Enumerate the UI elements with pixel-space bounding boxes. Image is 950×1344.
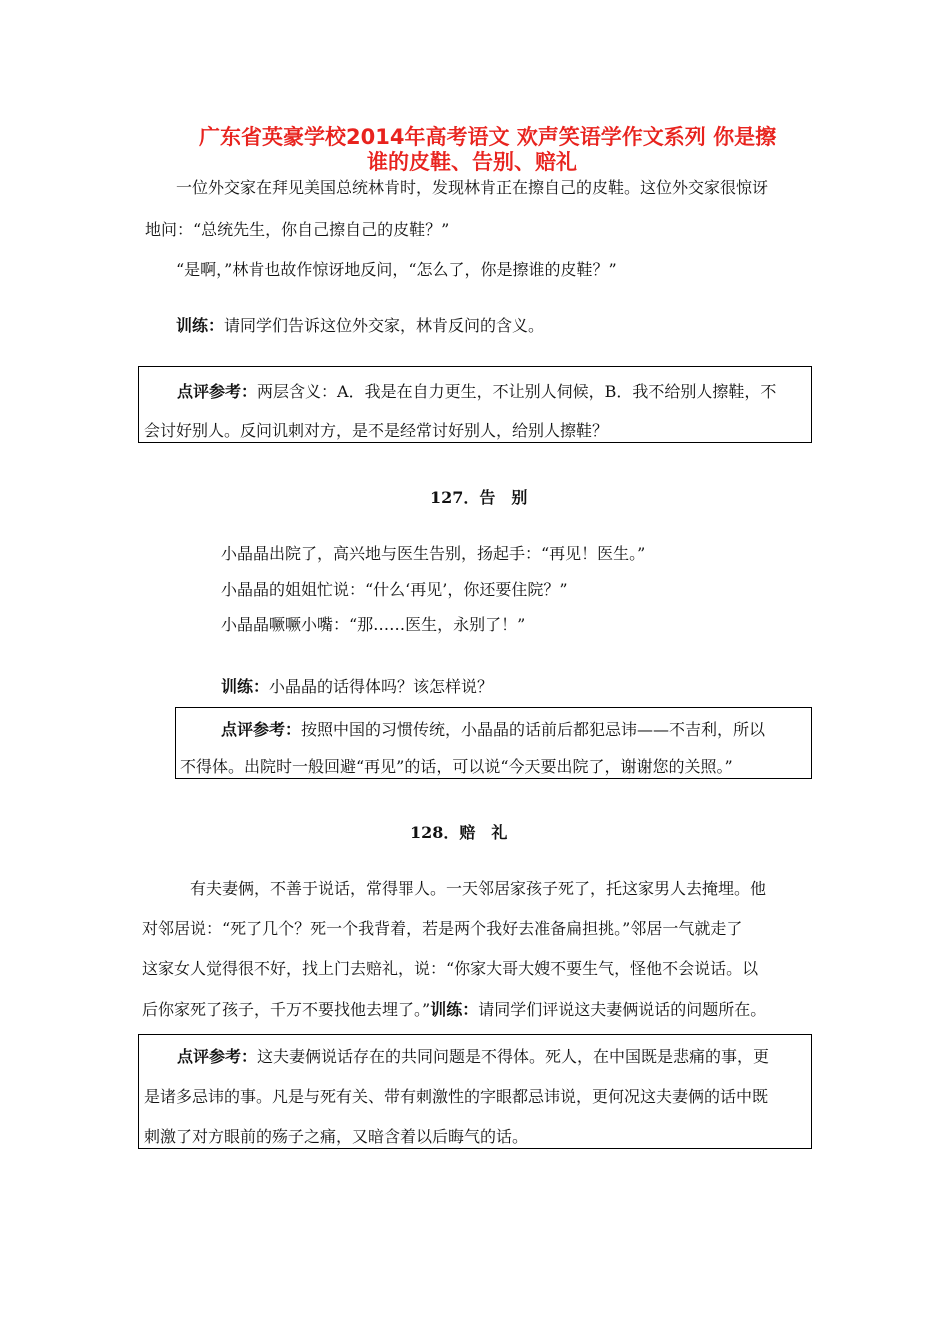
training-text: 小晶晶的话得体吗？该怎样说？ xyxy=(269,677,494,696)
review-text: 按照中国的习惯传统，小晶晶的话前后都犯忌讳——不吉利，所以 xyxy=(301,720,766,739)
section-heading: 128．赔 礼 xyxy=(410,823,508,842)
paragraph-line: 对邻居说：“死了几个？死一个我背着，若是两个我好去准备扁担挑。”邻居一气就走了 xyxy=(142,919,743,938)
paragraph-line: 小晶晶噘噘小嘴：“那……医生，永别了！” xyxy=(221,615,526,634)
review-line: 不得体。出院时一般回避“再见”的话，可以说“今天要出院了，谢谢您的关照。” xyxy=(180,757,733,776)
training-label: 训练： xyxy=(176,316,225,335)
training-text: 请同学们告诉这位外交家，林肯反问的含义。 xyxy=(224,316,545,335)
paragraph-line: “是啊，”林肯也故作惊讶地反问，“怎么了，你是擦谁的皮鞋？” xyxy=(176,260,617,279)
paragraph-line xyxy=(142,1000,766,1020)
training-text: 请同学们评说这夫妻俩说话的问题所在。 xyxy=(478,1000,767,1019)
review-label: 点评参考： xyxy=(177,1047,258,1066)
review-text: 这夫妻俩说话存在的共同问题是不得体。死人，在中国既是悲痛的事，更 xyxy=(257,1047,770,1066)
review-box xyxy=(175,707,812,779)
paragraph-text: 后你家死了孩子，千万不要找他去埋了。” xyxy=(142,1000,431,1019)
paragraph-line: 一位外交家在拜见美国总统林肯时，发现林肯正在擦自己的皮鞋。这位外交家很惊讶 xyxy=(176,178,769,197)
review-line: 是诸多忌讳的事。凡是与死有关、带有刺激性的字眼都忌讳说，更何况这夫妻俩的话中既 xyxy=(144,1087,769,1106)
review-line: 刺激了对方眼前的殇子之痛，又暗含着以后晦气的话。 xyxy=(144,1127,529,1146)
review-line: 会讨好别人。反问讥刺对方，是不是经常讨好别人，给别人擦鞋？ xyxy=(144,421,609,440)
review-box xyxy=(138,1034,812,1149)
section-heading: 127．告 别 xyxy=(430,488,528,507)
training-line xyxy=(221,677,493,697)
review-line xyxy=(177,379,776,402)
review-text: 两层含义：A．我是在自力更生，不让别人伺候，B．我不给别人擦鞋，不 xyxy=(257,382,777,401)
review-box xyxy=(138,366,812,443)
page-title-line-1: 广东省英豪学校2014年高考语文 欢声笑语学作文系列 你是擦 xyxy=(199,125,777,149)
paragraph-line: 地问：“总统先生，你自己擦自己的皮鞋？” xyxy=(145,220,450,239)
training-line xyxy=(176,316,544,336)
training-label: 训练： xyxy=(221,677,270,696)
review-line xyxy=(177,1044,769,1067)
page-title-line-2: 谁的皮鞋、告别、赔礼 xyxy=(367,150,577,174)
paragraph-line: 这家女人觉得很不好，找上门去赔礼，说：“你家大哥大嫂不要生气，怪他不会说话。以 xyxy=(142,959,759,978)
paragraph-line: 小晶晶出院了，高兴地与医生告别，扬起手：“再见！医生。” xyxy=(221,544,646,563)
paragraph-line: 小晶晶的姐姐忙说：“什么‘再见’，你还要住院？” xyxy=(221,580,568,599)
training-label: 训练： xyxy=(430,1000,479,1019)
review-line xyxy=(221,717,765,740)
review-label: 点评参考： xyxy=(177,382,258,401)
paragraph-line: 有夫妻俩，不善于说话，常得罪人。一天邻居家孩子死了，托这家男人去掩埋。他 xyxy=(190,879,767,898)
review-label: 点评参考： xyxy=(221,720,302,739)
